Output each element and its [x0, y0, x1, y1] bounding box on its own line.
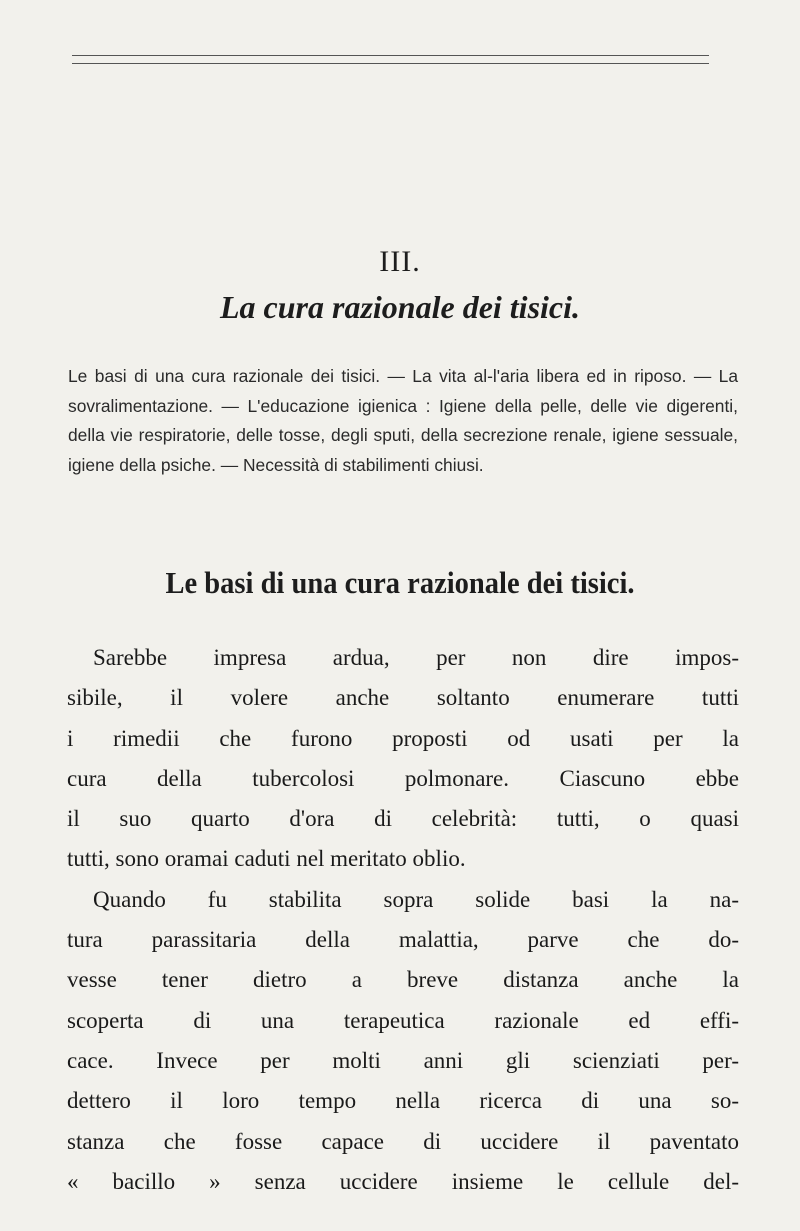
body-line: i rimedii che furono proposti od usati per la — [67, 725, 739, 751]
chapter-number: III. — [379, 245, 421, 278]
body-line: stanza che fosse capace di uccidere il paventato — [67, 1128, 739, 1154]
body-line: cace. Invece per molti anni gli scienziati per- — [67, 1047, 739, 1073]
body-line: il suo quarto d'ora di celebrità: tutti, o quasi — [67, 806, 739, 832]
top-rule — [72, 55, 709, 56]
body-line: Quando fu stabilita sopra solide basi la na- — [93, 886, 739, 912]
body-line: « bacillo » senza uccidere insieme le cellule del- — [67, 1168, 739, 1194]
top-rule-secondary — [72, 63, 709, 64]
body-line: vesse tener dietro a breve distanza anche la — [67, 967, 739, 993]
body-line: Sarebbe impresa ardua, per non dire impos- — [93, 645, 739, 670]
body-line: sibile, il volere anche soltanto enumerare tutti — [67, 685, 739, 711]
chapter-title: La cura razionale dei tisici. — [220, 289, 580, 325]
body-line: tutti, sono oramai caduti nel meritato oblio. — [67, 846, 466, 872]
section-heading: Le basi di una cura razionale dei tisici. — [165, 565, 635, 600]
body-line: scoperta di una terapeutica razionale ed effi- — [67, 1007, 739, 1033]
body-line: tura parassitaria della malattia, parve che do- — [67, 927, 739, 953]
body-line: cura della tubercolosi polmonare. Ciascuno ebbe — [67, 765, 739, 791]
body-text — [67, 638, 739, 1202]
body-line: dettero il loro tempo nella ricerca di una so- — [67, 1088, 739, 1114]
chapter-summary: Le basi di una cura razionale dei tisici. — La vita al-l'aria libera ed in riposo. — La sovralimentazione. — L'educazione igienica : Igiene della pelle, delle vie digerenti, della vie respiratorie, delle tosse, degli sputi, della secrezione renale, igiene sessuale, igiene della psiche. — Necessità di stabilimenti chiusi. — [68, 366, 738, 475]
